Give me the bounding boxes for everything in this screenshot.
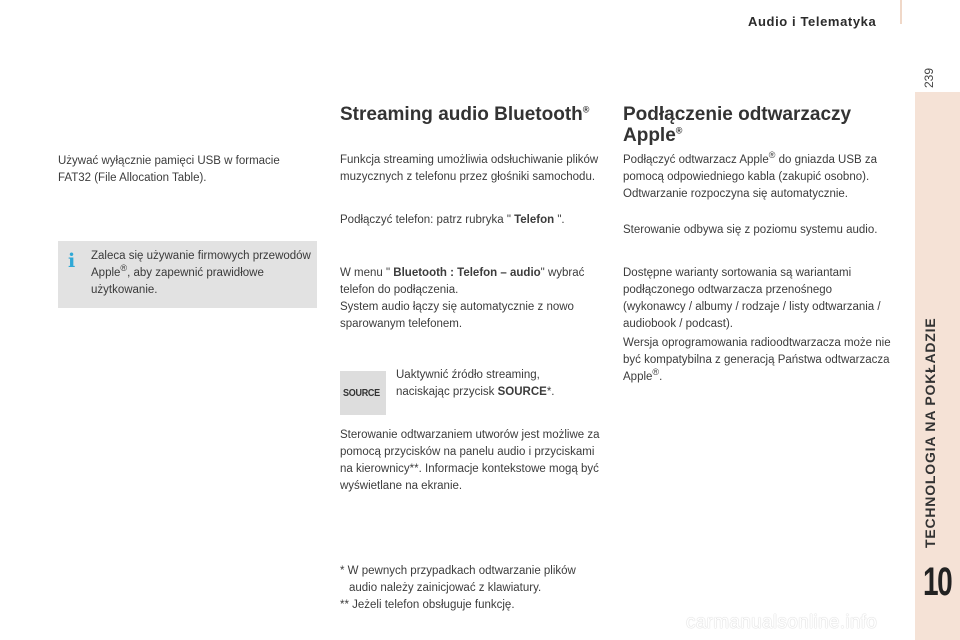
menu-instruction (340, 265, 605, 333)
software-compatibility-text (623, 335, 893, 386)
text-part: Wersja oprogramowania radioodtwarzacza może nie być kompatybilna z generacją Państwa odtwarzacza Apple (623, 337, 891, 383)
footnote-2: ** Jeżeli telefon obsługuje funkcję. (340, 599, 515, 611)
connect-phone-instruction (340, 212, 605, 229)
registered-mark: ® (675, 125, 683, 136)
text-part: . (659, 371, 663, 383)
control-from-system-text: Sterowanie odbywa się z poziomu systemu audio. (623, 224, 878, 236)
registered-mark: ® (120, 263, 128, 274)
source-keyword: SOURCE (497, 386, 547, 398)
footnotes (340, 563, 620, 614)
text-part: Uaktywnić źródło streaming, naciskając przycisk (396, 369, 540, 398)
registered-mark: ® (768, 150, 776, 161)
footnote-1-cont: audio należy zainicjować z klawiatury. (349, 582, 542, 594)
text-part: do gniazda USB za pomocą odpowiedniego kabla (zakupić osobno). (623, 154, 878, 183)
menu-path: Bluetooth : Telefon – audio (393, 267, 541, 279)
text-part: Podłączyć odtwarzacz Apple (623, 154, 769, 166)
registered-mark: ® (652, 367, 660, 378)
text-part: System audio łączy się automatycznie z nowo sparowanym telefonem. (340, 301, 574, 330)
header-divider (900, 0, 902, 24)
chapter-title: TECHNOLOGIA NA POKŁADZIE (922, 317, 938, 548)
heading-text: Apple (623, 125, 676, 146)
text-part: *. (546, 386, 555, 398)
tip-text-part: , aby zapewnić prawidłowe użytkowanie. (91, 267, 264, 296)
tip-text-part: Zaleca się używanie firmowych przewodów Apple (91, 250, 311, 279)
text-part: ". (554, 214, 565, 226)
bluetooth-streaming-heading (340, 104, 589, 125)
source-button-label: SOURCE (343, 388, 380, 399)
connect-apple-instruction (623, 152, 893, 203)
playback-control-text: Sterowanie odtwarzaniem utworów jest możliwe za pomocą przycisków na panelu audio i przyciskami na kierownicy**. Informacje kontekstowe mogą być wyświetlane na ekranie. (340, 429, 600, 492)
streaming-intro: Funkcja streaming umożliwia odsłuchiwanie plików muzycznych z telefonu przez głośniki samochodu. (340, 154, 599, 183)
tip-text (91, 248, 311, 299)
heading-text: Podłączenie odtwarzaczy (623, 104, 852, 125)
text-part: " wybrać telefon do podłączenia. (340, 267, 585, 296)
apple-connection-heading (623, 104, 893, 146)
info-icon: i (68, 250, 76, 272)
heading-text: Streaming audio Bluetooth (340, 104, 583, 125)
page-number (922, 58, 936, 88)
chapter-number: 10 (923, 560, 952, 604)
phone-section-ref: Telefon (514, 214, 555, 226)
activate-streaming-instruction (396, 367, 596, 401)
page-number-text: 239 (922, 67, 936, 88)
sorting-variants-text: Dostępne warianty sortowania są wariantami podłączonego odtwarzacza przenośnego (wykonawcy / albumy / rodzaje / listy odtwarzania / audiobook / podcast). (623, 267, 881, 330)
text-part: W menu " (340, 267, 394, 279)
usb-format-note: Używać wyłącznie pamięci USB w formacie FAT32 (File Allocation Table). (58, 155, 280, 184)
footnote-1: * W pewnych przypadkach odtwarzanie plików (340, 565, 576, 577)
section-header-title: Audio i Telematyka (748, 14, 877, 29)
source-button-image (340, 371, 386, 415)
text-part: Odtwarzanie rozpoczyna się automatycznie. (623, 188, 848, 200)
text-part: Podłączyć telefon: patrz rubryka " (340, 214, 515, 226)
watermark: carmanualsonline.info (686, 612, 878, 633)
registered-mark: ® (582, 104, 590, 115)
